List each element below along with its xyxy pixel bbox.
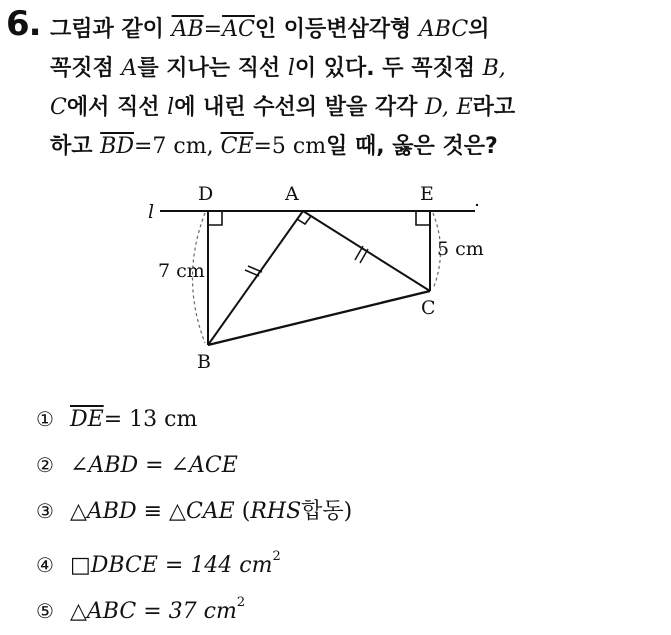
label-a: A [285, 183, 299, 205]
choice-2[interactable]: ② ∠ABD = ∠ACE [36, 453, 238, 478]
question-number: 6. [6, 4, 41, 44]
label-b: B [197, 351, 211, 373]
stem-line-2: 꼭짓점 A를 지나는 직선 l이 있다. 두 꼭짓점 B, [50, 56, 506, 81]
stem-line-4: 하고 $\overline{BD}=7$ cm, $\overline{CE}=5$ cm일 때, 옳은 것은? [50, 134, 498, 159]
stem-line-1: 그림과 같이 $\overline{AB}=\overline{AC}$인 이등변삼각형 ABC의 [50, 17, 490, 42]
choice-1[interactable]: ① $\overline{DE}= 13$ cm [36, 407, 198, 432]
choice-5[interactable]: ⑤ △ABC = 37 $cm^2$ [36, 595, 246, 624]
label-length-ce: 5 cm [437, 238, 484, 260]
line-end-dot [476, 204, 478, 206]
tick-ab-2 [248, 266, 262, 272]
label-length-bd: 7 cm [158, 260, 205, 282]
label-c: C [421, 297, 436, 319]
tick-ac-2 [360, 249, 368, 263]
stem-line-3: C에서 직선 l에 내린 수선의 발을 각각 D, E라고 [50, 95, 516, 120]
line-l-label: l [148, 201, 155, 223]
label-e: E [420, 183, 434, 205]
tick-ab-1 [245, 270, 259, 276]
choice-list [36, 396, 352, 626]
right-angle-e [416, 211, 430, 225]
right-angle-d [208, 211, 222, 225]
label-d: D [198, 183, 214, 205]
tick-ac-1 [355, 246, 363, 260]
choice-4[interactable]: ④ □DBCE = 144 $cm^2$ [36, 549, 281, 578]
choice-3[interactable]: ③ △ABD ≡ △CAE (RHS합동) [36, 499, 353, 524]
